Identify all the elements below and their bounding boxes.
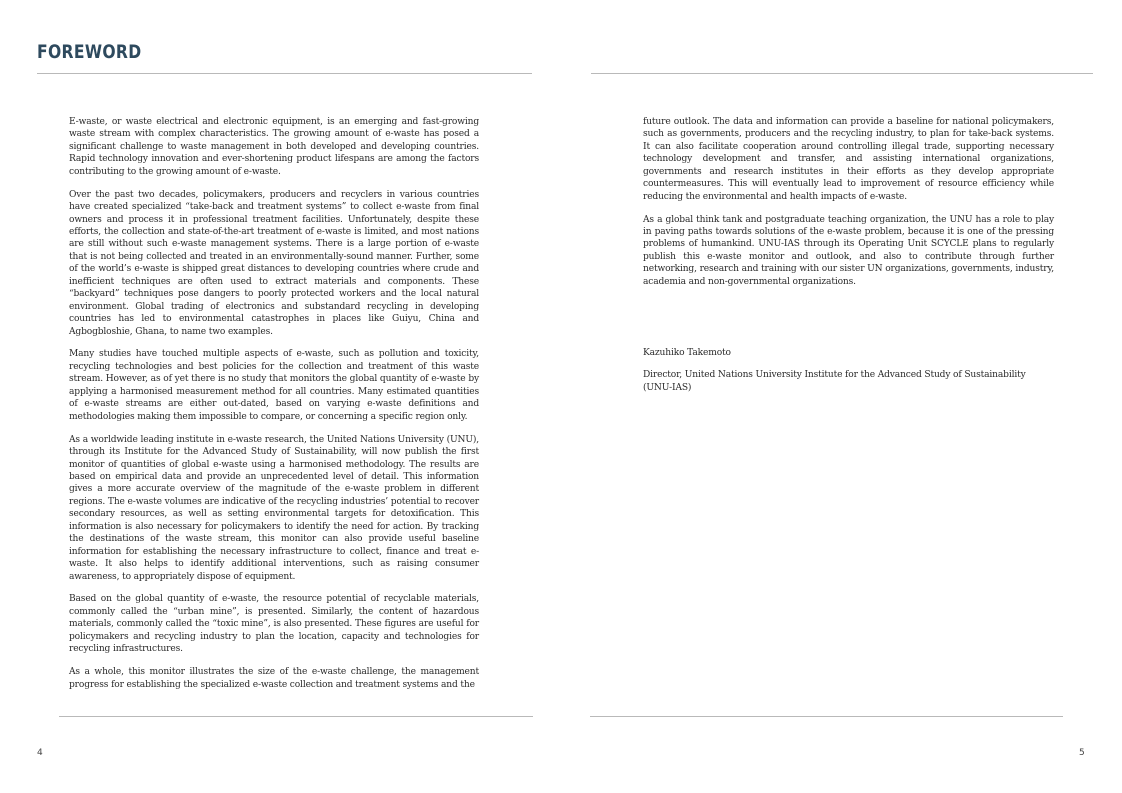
left-paragraph-5: Based on the global quantity of e-waste, the resource potential of recyclable materials, commonly called the “urban mine”, is presented. Similarly, the content of hazardous materials, commonly called the “toxic mine”, is also presented. These figures are useful for policymakers and recycling industry to plan the location, capacity and technologies for recycling infrastructures. <box>69 594 479 655</box>
bottom-rule-left <box>59 716 533 717</box>
left-paragraph-2: Over the past two decades, policymakers, producers and recyclers in various countries have created specialized “take-back and treatment systems” to collect e-waste from final owners and process it in professional treatment facilities. Unfortunately, despite these efforts, the collection and state-of-the-art treatment of e-waste is limited, and most nations are still without such e-waste management systems. There is a large portion of e-waste that is not being collected and treated in an environmentally-sound manner. Further, some of the world’s e-waste is shipped great distances to developing countries where crude and inefficient techniques are often used to extract materials and components. These “backyard” techniques pose dangers to poorly protected workers and the local natural environment. Global trading of electronics and substandard recycling in developing countries has led to environmental catastrophes in places like Guiyu, China and Agbogbloshie, Ghana, to name two examples. <box>69 189 479 337</box>
page-number-left: 4 <box>37 748 43 758</box>
bottom-rule-right <box>590 716 1063 717</box>
left-paragraph-3: Many studies have touched multiple aspects of e-waste, such as pollution and toxicity, recycling technologies and best policies for the collection and treatment of this waste stream. However, as of yet there is no study that monitors the global quantity of e-waste by applying a harmonised measurement method for all countries. Many estimated quantities of e-waste streams are either out-dated, based on varying e-waste definitions and methodologies making them impossible to compare, or concerning a specific region only. <box>69 349 479 422</box>
top-rule-left <box>37 73 532 74</box>
left-page-body <box>69 116 479 701</box>
right-paragraph-2: As a global think tank and postgraduate teaching organization, the UNU has a role to play in paving paths towards solutions of the e-waste problem, because it is one of the pressing problems of humankind. UNU-IAS through its Operating Unit SCYCLE plans to regularly publish this e-waste monitor and outlook, and also to contribute through further networking, research and training with our sister UN organizations, governments, industry, academia and non-governmental organizations. <box>643 214 1054 287</box>
left-paragraph-4: As a worldwide leading institute in e-waste research, the United Nations University (UNU), through its Institute for the Advanced Study of Sustainability, will now publish the first monitor of quantities of global e-waste using a harmonised methodology. The results are based on empirical data and provide an unprecedented level of detail. This information gives a more accurate overview of the magnitude of the e-waste problem in different regions. The e-waste volumes are indicative of the recycling industries’ potential to recover secondary resources, as well as setting environmental targets for detoxification. This information is also necessary for policymakers to identify the need for action. By tracking the destinations of the waste stream, this monitor can also provide useful baseline information for establishing the necessary infrastructure to collect, finance and treat e-waste. It also helps to identify additional interventions, such as raising consumer awareness, to appropriately dispose of equipment. <box>69 434 479 582</box>
signature-block <box>643 347 1054 394</box>
left-paragraph-6: As a whole, this monitor illustrates the size of the e-waste challenge, the management progress for establishing the specialized e-waste collection and treatment systems and the <box>69 667 479 690</box>
right-paragraph-1: future outlook. The data and information can provide a baseline for national policymakers, such as governments, producers and the recycling industry, to plan for take-back systems. It can also facilitate cooperation around controlling illegal trade, supporting necessary technology development and transfer, and assisting international organizations, governments and research institutes in their efforts as they develop appropriate countermeasures. This will eventually lead to improvement of resource efficiency while reducing the environmental and health impacts of e-waste. <box>643 117 1054 202</box>
signatory-org: (UNU-IAS) <box>643 382 692 393</box>
signatory-name: Kazuhiko Takemoto <box>643 348 731 358</box>
signatory-title: Director, United Nations University Institute for the Advanced Study of Sustainability <box>643 370 1026 381</box>
page-number-right: 5 <box>1079 748 1085 758</box>
page-title: FOREWORD <box>37 41 142 63</box>
left-paragraph-1: E-waste, or waste electrical and electronic equipment, is an emerging and fast-growing waste stream with complex characteristics. The growing amount of e-waste has posed a significant challenge to waste management in both developed and developing countries. Rapid technology innovation and ever-shortening product lifespans are among the factors contributing to the growing amount of e-waste. <box>69 117 479 177</box>
right-page-body <box>643 116 1054 299</box>
top-rule-right <box>591 73 1093 74</box>
